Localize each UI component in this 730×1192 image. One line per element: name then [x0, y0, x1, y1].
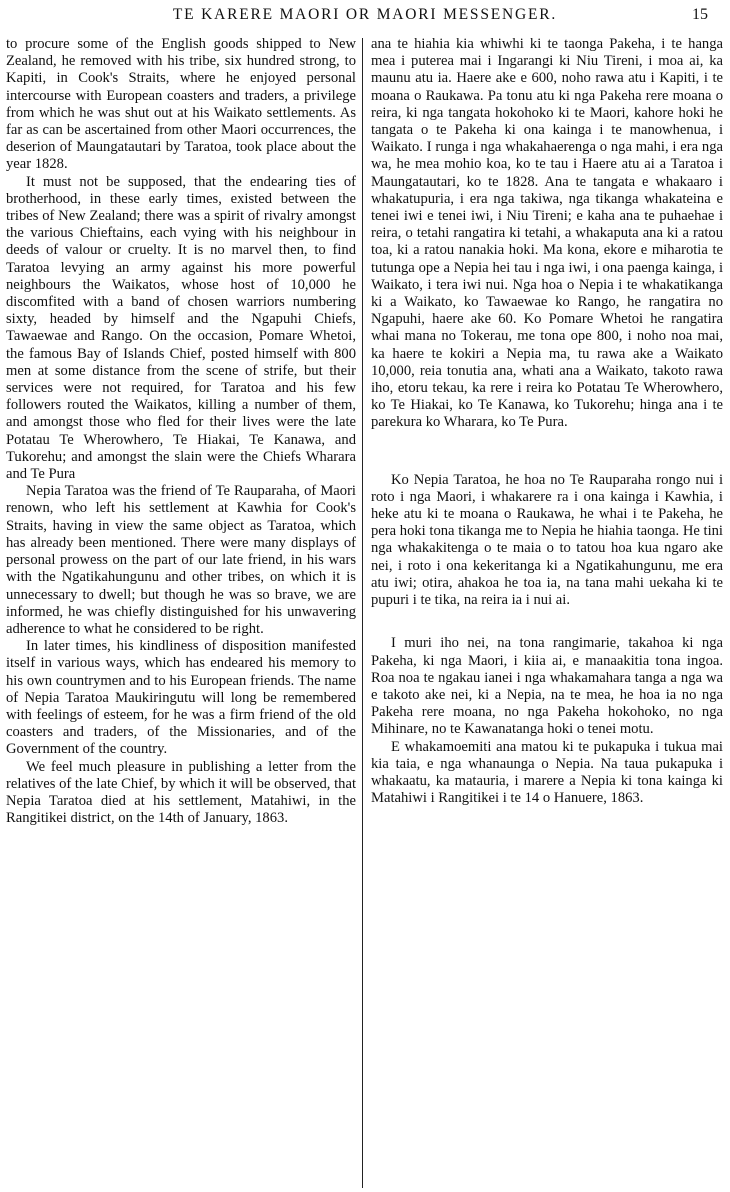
english-paragraph-3: Nepia Taratoa was the friend of Te Rauparaha, of Maori renown, who left his settlement at Kawhia for Cook's Straits, having in view the same object as Taratoa, which has already been mentioned. There were many displays of personal prowess on the part of our late friend, in his wars with the Ngatikahungunu and other tribes, on which it is unnecessary to dwell; but though he was so brave, we are informed, he was chiefly distinguished for his unwavering adherence to what he considered to be right.	[6, 483, 356, 637]
page-number: 15	[692, 6, 708, 23]
newspaper-title: TE KARERE MAORI OR MAORI MESSENGER.	[172, 6, 558, 23]
english-column	[6, 36, 356, 827]
english-paragraph-2: It must not be supposed, that the endearing ties of brotherhood, in these early times, existed between the tribes of New Zealand; there was a spirit of rivalry amongst the various Chieftains, each vying with his neighbour in deeds of valour or cruelty. It is no marvel then, to find Taratoa levying an army against his more powerful neighbours the Waikatos, whose host of 10,000 he discomfited with a band of chosen warriors numbering sixty, headed by himself and the Ngapuhi Chiefs, Tawaewae and Rango. On the occasion, Pomare Whetoi, the famous Bay of Islands Chief, posted himself with 800 men at some distance from the scene of strife, but their services were not required, for Taratoa and his few followers routed the Waikatos, killing a number of them, and amongst those who fled for their lives were the late Potatau Te Wherowhero, Te Hiakai, Te Kanawa, and Tukorehu; and amongst the slain were the Chiefs Wharara and Te Pura	[6, 173, 356, 483]
column-divider	[362, 38, 363, 1188]
maori-paragraph-2: Ko Nepia Taratoa, he hoa no Te Rauparaha rongo nui i roto i nga Maori, i whakarere ra i ona kainga i Kawhia, i heke atu ki te moana o Raukawa, he whai i te Pakeha, he pera hoki tona tikanga me to Nepia he hiahia taonga. He tini nga whakakitenga o te maia o to tatou hoa kua ngaro ake nei, i roto i ona kekeritanga ki a Ngatikahungunu, me era atu iwi; otira, ahakoa he toa ia, na tana mahi uekaha ki te pupuri i te tika, na reira ia i nui ai.	[371, 471, 723, 609]
page-header	[0, 0, 730, 36]
maori-paragraph-1: ana te hiahia kia whiwhi ki te taonga Pakeha, i te hanga mea i puterea mai i Ingarangi ki Niu Tireni, i moa ai, ka maunu atu ia. Haere ake e 600, noho rawa atu i Kapiti, i te moana o Raukawa. Pa tonu atu ki nga Pakeha rere moana o reira, ki nga tangata hokohoko ki te Maori, kahore hoki he tangata o te Pakeha ki ona kainga i te manowhenua, i Waikato. I runga i nga whakahaerenga o nga mahi, i era nga wa, he mea mohio koa, ko te tau i Haere atu ai a Taratoa i Maungatautari, ko te 1828. Ana te tangata e whakaaro i whakatupuria, i era nga takiwa, nga tikanga whakateina e tenei iwi e tenei iwi, i Niu Tireni; e kaha ana te puhaehae i reira, o tetahi rangatira ki tetahi, a whakaputa ana ki a ratou toa, ki a ratou nanakia hoki. Ma kona, ekore e miharotia te tutunga ope a Nepia hei tau i nga iwi, i ona paenga kainga, i Waikato, i tera iwi nui. Nga hoa o Nepia i te whakatikanga ki a Waikato, ko Tawaewae ko Rango, he rangatira no Ngapuhi, haere ake 60. Ko Pomare Whetoi he rangatira whai mana no Tokerau, me tona ope 800, i noho noa mai, ka haere te kokiri a Nepia ma, tu rawa ake a Waikato 10,000, reia tonutia ana, whati ana a Waikato, takoto rawa iho, etoru tekau, ka rere i reira ko Potatau Te Wherowhero, ko Te Hiakai, ko Te Kanawa, ko Tukorehu; hinga ana i te parekura ko Wharara, ko Te Pura.	[371, 36, 723, 431]
english-paragraph-1: to procure some of the English goods shipped to New Zealand, he removed with his tribe, six hundred strong, to Kapiti, in Cook's Straits, where he enjoyed personal intercourse with European coasters and traders, a privilege from which he was shut out at his Waikato settlements. As far as can be ascertained from other Maori occurrences, the deserion of Maungatautari by Taratoa, took place about the year 1828.	[6, 36, 356, 173]
english-paragraph-4: In later times, his kindliness of disposition manifested itself in various ways, which has endeared his memory to his own countrymen and to his European friends. The name of Nepia Taratoa Maukiringutu will long be remembered with feelings of esteem, for he was a firm friend of the old coasters and traders, of the Missionaries, and of the Government of the country.	[6, 638, 356, 758]
maori-paragraph-4: E whakamoemiti ana matou ki te pukapuka i tukua mai kia taia, e nga whanaunga o Nepia. Na taua pukapuka i whakaatu, ka matauria, i marere a Nepia ki tona kainga ki Matahiwi i Rangitikei i te 14 o Hanuere, 1863.	[371, 738, 723, 807]
english-paragraph-5: We feel much pleasure in publishing a letter from the relatives of the late Chief, by which it will be observed, that Nepia Taratoa died at his settlement, Matahiwi, in the Rangitikei district, on the 14th of January, 1863.	[6, 758, 356, 827]
maori-paragraph-3: I muri iho nei, na tona rangimarie, takahoa ki nga Pakeha, ki nga Maori, i kiia ai, e manaakitia tona ingoa. Roa noa te ngakau ianei i nga whakamahara tanga a nga wa e takoto ake nei, ki a Nepia, na te mea, he hoa ia no nga Pakeha rere moana, no nga Pakeha hokohoko, no nga Mihinare, no te Kawanatanga hoki o tenei motu.	[371, 635, 723, 738]
maori-column	[371, 36, 723, 807]
